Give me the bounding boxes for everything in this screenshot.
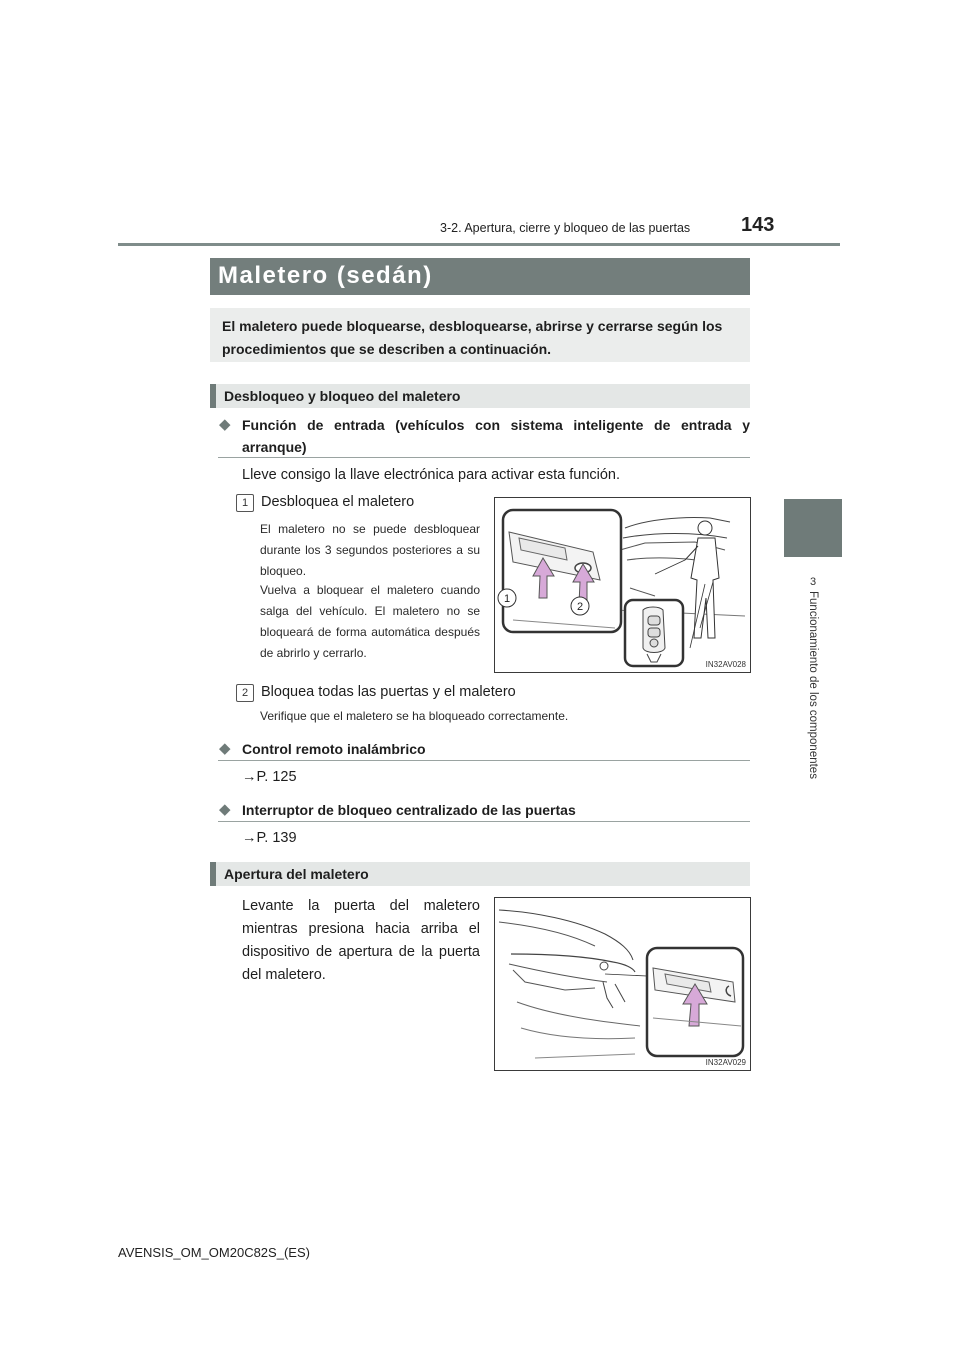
callout-1-label: 1: [503, 593, 511, 605]
diamond-bullet-icon: ◆: [219, 801, 231, 818]
diamond-bullet-icon: ◆: [219, 740, 231, 757]
page-title: Maletero (sedán): [218, 262, 433, 289]
section-heading: Desbloqueo y bloqueo del maletero: [224, 388, 461, 404]
diamond-bullet-icon: ◆: [219, 416, 231, 433]
subsection-divider: [218, 760, 750, 761]
step-1-label: Desbloquea el maletero: [261, 494, 415, 510]
step-2-label: Bloquea todas las puertas y el maletero: [261, 684, 516, 700]
step-1-note-1: El maletero no se puede desbloquear durante los 3 segundos posteriores a su bloqueo.: [260, 522, 480, 578]
subsection-divider: [218, 457, 750, 458]
subsection-divider: [218, 821, 750, 822]
intro-text: El maletero puede bloquearse, desbloquearse, abrirse y cerrarse según los procedimientos que se describen a continuación.: [222, 318, 723, 357]
figure-trunk-opening: [494, 897, 751, 1071]
section-heading-accent: [210, 862, 216, 886]
chapter-tab: [784, 499, 842, 557]
header-divider: [118, 243, 840, 246]
chapter-number: 3: [809, 576, 817, 588]
lead-text: Lleve consigo la llave electrónica para activar esta función.: [242, 467, 621, 483]
step-1-note-2: Vuelva a bloquear el maletero cuando salga del vehículo. El maletero no se bloqueará de forma automática después de abrirlo y cerrarlo.: [260, 583, 480, 660]
subsection-title: Interruptor de bloqueo centralizado de las puertas: [242, 802, 576, 818]
figure-trunk-smart-entry: [494, 497, 751, 673]
figure-code: IN32AV028: [705, 660, 746, 669]
page-reference-link[interactable]: →P. 139: [242, 830, 297, 846]
page-number: 143: [741, 214, 775, 236]
illustration-trunk-smart-entry: [495, 498, 750, 672]
section-2-text: Levante la puerta del maletero mientras presiona hacia arriba el dispositivo de apertura de la puerta del maletero.: [242, 898, 480, 983]
header-section-title: 3-2. Apertura, cierre y bloqueo de las puertas: [440, 221, 691, 235]
step-badge-2: 2: [236, 684, 254, 702]
figure-code: IN32AV029: [705, 1058, 746, 1067]
callout-2-label: 2: [576, 601, 584, 613]
chapter-side-label: Funcionamiento de los componentes: [807, 591, 819, 779]
section-heading: Apertura del maletero: [224, 866, 369, 882]
subsection-title: Función de entrada (vehículos con sistema inteligente de entrada y arranque): [242, 417, 750, 455]
step-badge-1: 1: [236, 494, 254, 512]
illustration-trunk-opening: [495, 898, 750, 1070]
section-heading-accent: [210, 384, 216, 408]
step-2-note: Verifique que el maletero se ha bloqueado correctamente.: [260, 709, 569, 723]
footer-doc-code: AVENSIS_OM_OM20C82S_(ES): [118, 1245, 310, 1260]
subsection-title: Control remoto inalámbrico: [242, 741, 426, 757]
page-reference-link[interactable]: →P. 125: [242, 769, 297, 785]
